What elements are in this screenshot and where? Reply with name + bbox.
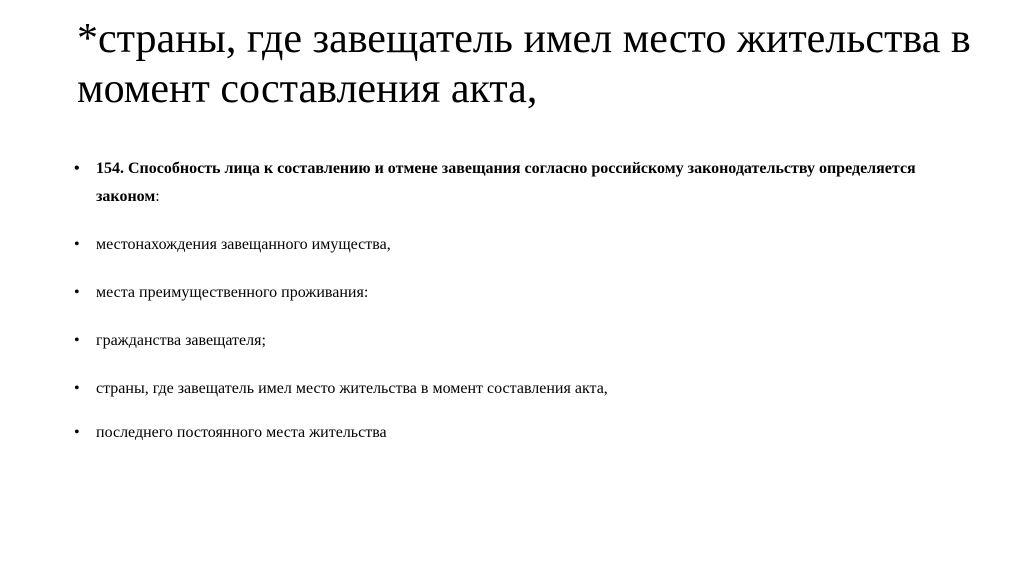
slide-title: *страны, где завещатель имел место жительства в момент составления акта, [77,16,971,112]
list-item [74,375,954,403]
list-item [74,419,954,447]
bullet-icon: • [74,424,80,441]
question-colon: : [155,188,160,205]
list-item [74,279,954,307]
bullet-icon: • [74,236,80,253]
bullet-icon: • [74,284,80,301]
question-text: 154. Способность лица к составлению и отмене завещания согласно российскому законодательству определяется законом [96,160,916,205]
answer-list [74,155,954,447]
list-item [74,327,954,355]
question-item [74,155,954,211]
option-text: последнего постоянного места жительства [96,424,387,441]
option-text: гражданства завещателя; [96,332,266,349]
bullet-icon: • [74,380,80,397]
bullet-icon: • [74,160,80,177]
option-text: местонахождения завещанного имущества, [96,236,391,253]
option-text: места преимущественного проживания: [96,284,369,301]
option-text: страны, где завещатель имел место жительства в момент составления акта, [96,380,608,397]
list-item [74,231,954,259]
bullet-icon: • [74,332,80,349]
